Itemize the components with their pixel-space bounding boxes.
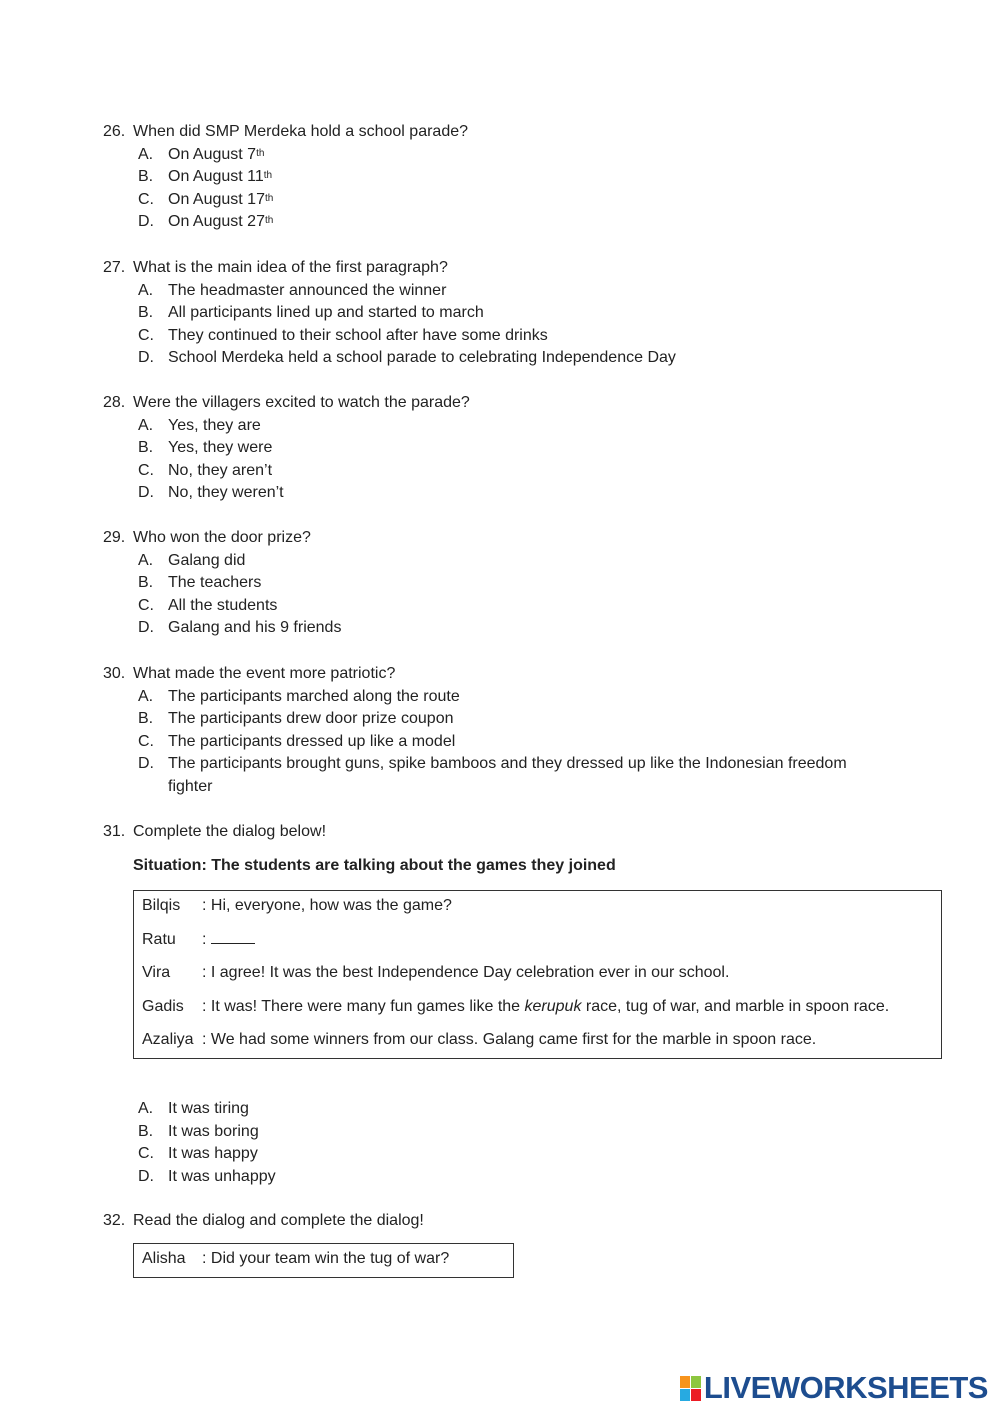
- option-a[interactable]: [103, 280, 963, 303]
- question-text: Were the villagers excited to watch the parade?: [133, 394, 470, 411]
- option-a[interactable]: [103, 1098, 963, 1121]
- option-text: It was tiring: [168, 1100, 249, 1117]
- dialog-text: : Did your team win the tug of war?: [202, 1250, 450, 1267]
- question-number: 30.: [103, 665, 126, 682]
- dialog-speaker: Vira: [142, 964, 171, 982]
- question-stem: [103, 821, 963, 844]
- option-text: The participants dressed up like a model: [168, 732, 456, 750]
- question-number: 32.: [103, 1212, 126, 1229]
- question-32: [103, 1210, 963, 1233]
- ordinal-suffix: th: [263, 170, 273, 181]
- option-d[interactable]: [103, 1166, 963, 1189]
- option-text: All the students: [168, 596, 278, 614]
- liveworksheets-logo-icon: [680, 1376, 701, 1401]
- option-c[interactable]: [103, 731, 963, 754]
- question-text: Read the dialog and complete the dialog!: [133, 1212, 424, 1229]
- option-text: It was unhappy: [168, 1167, 276, 1185]
- option-c[interactable]: [103, 595, 963, 618]
- option-text: The participants marched along the route: [168, 687, 460, 705]
- option-list: [103, 686, 963, 799]
- option-b[interactable]: [103, 572, 963, 595]
- option-letter: A.: [138, 416, 154, 434]
- question-stem: [103, 121, 963, 144]
- option-b[interactable]: [103, 437, 963, 460]
- option-text: They continued to their school after have some drinks: [168, 326, 548, 344]
- option-letter: A.: [138, 551, 154, 569]
- question-number: 28.: [103, 394, 126, 411]
- dialog-text: : We had some winners from our class. Galang came first for the marble in spoon race.: [202, 1031, 817, 1049]
- option-text: It was happy: [168, 1145, 258, 1162]
- option-letter: C.: [138, 1145, 154, 1162]
- option-text: The participants brought guns, spike bamboos and they dressed up like the Indonesian freedom fighter: [168, 755, 847, 795]
- option-a[interactable]: [103, 144, 963, 167]
- option-b[interactable]: [103, 302, 963, 325]
- question-number: 27.: [103, 259, 126, 276]
- option-letter: C.: [138, 461, 154, 479]
- option-a[interactable]: [103, 415, 963, 438]
- option-list: [103, 280, 963, 370]
- option-c[interactable]: [103, 189, 963, 212]
- question-number: 31.: [103, 823, 126, 840]
- question-26: [103, 121, 963, 234]
- dialog-text: race, tug of war, and marble in spoon race.: [581, 997, 890, 1015]
- answer-blank[interactable]: [211, 928, 255, 944]
- question-stem: [103, 392, 963, 415]
- option-text: On August 11: [168, 168, 264, 185]
- option-text: It was boring: [168, 1122, 259, 1140]
- option-letter: B.: [138, 168, 154, 185]
- option-letter: D.: [138, 1167, 154, 1185]
- option-letter: C.: [138, 732, 154, 750]
- dialog-line: [134, 960, 941, 994]
- option-list: [103, 1098, 963, 1188]
- option-letter: C.: [138, 596, 154, 614]
- question-stem: [103, 663, 963, 686]
- dialog-italic-word: kerupuk: [524, 997, 582, 1015]
- option-letter: B.: [138, 574, 154, 591]
- option-letter: A.: [138, 1100, 154, 1117]
- question-text: Complete the dialog below!: [133, 823, 327, 840]
- option-text: The participants drew door prize coupon: [168, 710, 454, 727]
- question-stem: [103, 527, 963, 550]
- option-list: [103, 415, 963, 505]
- option-c[interactable]: [103, 325, 963, 348]
- option-b[interactable]: [103, 1121, 963, 1144]
- liveworksheets-logo: [680, 1370, 988, 1406]
- situation-heading: Situation: The students are talking about the games they joined: [133, 857, 616, 874]
- question-stem: [103, 257, 963, 280]
- question-number: 26.: [103, 123, 126, 140]
- question-text: When did SMP Merdeka hold a school parade?: [133, 123, 469, 140]
- dialog-text: : Hi, everyone, how was the game?: [202, 897, 452, 914]
- question-text: Who won the door prize?: [133, 529, 311, 546]
- option-letter: B.: [138, 439, 154, 456]
- option-text: On August 7: [168, 145, 257, 163]
- logo-text: LIVEWORKSHEETS: [703, 1370, 988, 1405]
- option-text: Yes, they were: [168, 439, 273, 456]
- question-30: [103, 663, 963, 798]
- option-list: [103, 550, 963, 640]
- option-letter: C.: [138, 326, 154, 344]
- dialog-text: : I agree! It was the best Independence Day celebration ever in our school.: [202, 964, 730, 982]
- option-letter: D.: [138, 755, 154, 772]
- option-text: Galang and his 9 friends: [168, 619, 342, 636]
- dialog-speaker: Bilqis: [142, 897, 181, 914]
- option-letter: B.: [138, 710, 154, 727]
- question-stem: [103, 1210, 963, 1233]
- dialog-line: [134, 1246, 513, 1280]
- dialog-line: [134, 1027, 941, 1061]
- question-29: [103, 527, 963, 640]
- ordinal-suffix: th: [264, 192, 274, 204]
- dialog-speaker: Gadis: [142, 997, 184, 1015]
- option-text: No, they aren’t: [168, 461, 273, 479]
- option-letter: D.: [138, 619, 154, 636]
- option-letter: A.: [138, 281, 154, 299]
- dialog-box: [133, 890, 942, 1059]
- option-a[interactable]: [103, 550, 963, 573]
- option-b[interactable]: [103, 708, 963, 731]
- question-27: [103, 257, 963, 370]
- dialog-line: [134, 893, 941, 927]
- option-letter: A.: [138, 687, 154, 705]
- ordinal-suffix: th: [256, 147, 265, 159]
- option-d[interactable]: [103, 211, 963, 234]
- dialog-speaker: Azaliya: [142, 1031, 194, 1049]
- option-text: On August 27: [168, 213, 265, 230]
- option-d[interactable]: [103, 482, 963, 505]
- option-letter: D.: [138, 213, 154, 230]
- dialog-box: [133, 1243, 514, 1278]
- option-text: Yes, they are: [168, 416, 261, 434]
- dialog-speaker: Ratu: [142, 930, 176, 948]
- ordinal-suffix: th: [264, 215, 274, 226]
- option-d[interactable]: [103, 617, 963, 640]
- option-d[interactable]: [103, 347, 963, 370]
- option-letter: D.: [138, 484, 154, 501]
- option-c[interactable]: [103, 1143, 963, 1166]
- dialog-line: [134, 927, 941, 961]
- question-28: [103, 392, 963, 505]
- question-31: [103, 821, 963, 844]
- option-text: All participants lined up and started to march: [168, 304, 484, 321]
- option-letter: C.: [138, 190, 154, 208]
- question-number: 29.: [103, 529, 126, 546]
- option-text: School Merdeka held a school parade to celebrating Independence Day: [168, 349, 676, 366]
- option-a[interactable]: [103, 686, 963, 709]
- dialog-text: : It was! There were many fun games like the: [202, 997, 525, 1015]
- option-text: The teachers: [168, 574, 262, 591]
- option-d[interactable]: [103, 753, 963, 798]
- dialog-line: [134, 994, 941, 1028]
- option-c[interactable]: [103, 460, 963, 483]
- option-text: Galang did: [168, 551, 246, 569]
- option-letter: B.: [138, 1122, 154, 1140]
- option-text: On August 17: [168, 190, 265, 208]
- dialog-speaker: Alisha: [142, 1250, 186, 1267]
- question-text: What is the main idea of the first paragraph?: [133, 259, 448, 276]
- option-letter: D.: [138, 349, 154, 366]
- dialog-text: :: [202, 930, 211, 948]
- question-31-options: [103, 1098, 963, 1188]
- option-text: No, they weren’t: [168, 484, 284, 501]
- option-b[interactable]: [103, 166, 963, 189]
- option-letter: B.: [138, 304, 154, 321]
- option-letter: A.: [138, 145, 154, 163]
- option-text: The headmaster announced the winner: [168, 281, 447, 299]
- option-list: [103, 144, 963, 234]
- question-text: What made the event more patriotic?: [133, 665, 396, 682]
